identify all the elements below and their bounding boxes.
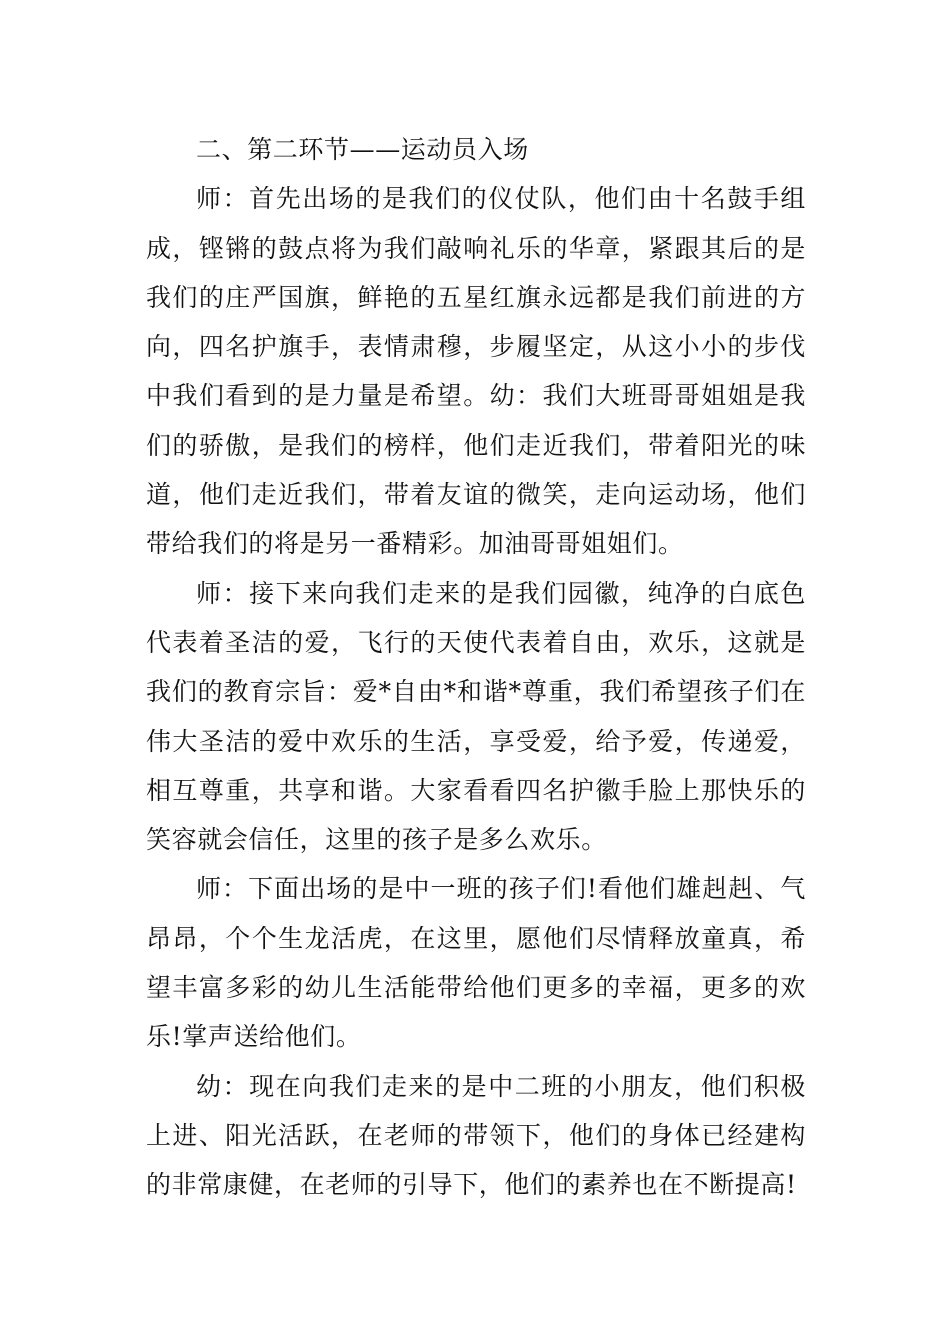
paragraph-school-emblem: 师：接下来向我们走来的是我们园徽，纯净的白底色代表着圣洁的爱，飞行的天使代表着自由，欢乐，这就是我们的教育宗旨：爱*自由*和谐*尊重，我们希望孩子们在伟大圣洁的爱中欢乐的生活，享受爱，给予爱，传递爱，相互尊重，共享和谐。大家看看四名护徽手脸上那快乐的笑容就会信任，这里的孩子是多么欢乐。	[146, 578, 806, 855]
paragraph-honor-guard: 师：首先出场的是我们的仪仗队，他们由十名鼓手组成，铿锵的鼓点将为我们敲响礼乐的华章，紧跟其后的是我们的庄严国旗，鲜艳的五星红旗永远都是我们前进的方向，四名护旗手，表情肃穆，步履坚定，从这小小的步伐中我们看到的是力量是希望。幼：我们大班哥哥姐姐是我们的骄傲，是我们的榜样，他们走近我们，带着阳光的味道，他们走近我们，带着友谊的微笑，走向运动场，他们带给我们的将是另一番精彩。加油哥哥姐姐们。	[146, 184, 806, 559]
section-heading: 二、第二环节——运动员入场	[196, 135, 529, 164]
document-page	[146, 125, 806, 1210]
paragraph-class-zhong-er: 幼：现在向我们走来的是中二班的小朋友，他们积极上进、阳光活跃，在老师的带领下，他们的身体已经建构的非常康健，在老师的引导下，他们的素养也在不断提高!	[146, 1071, 806, 1200]
paragraph-class-zhong-yi: 师：下面出场的是中一班的孩子们!看他们雄赳赳、气昂昂，个个生龙活虎，在这里，愿他们尽情释放童真，希望丰富多彩的幼儿生活能带给他们更多的幸福，更多的欢乐!掌声送给他们。	[146, 874, 806, 1052]
